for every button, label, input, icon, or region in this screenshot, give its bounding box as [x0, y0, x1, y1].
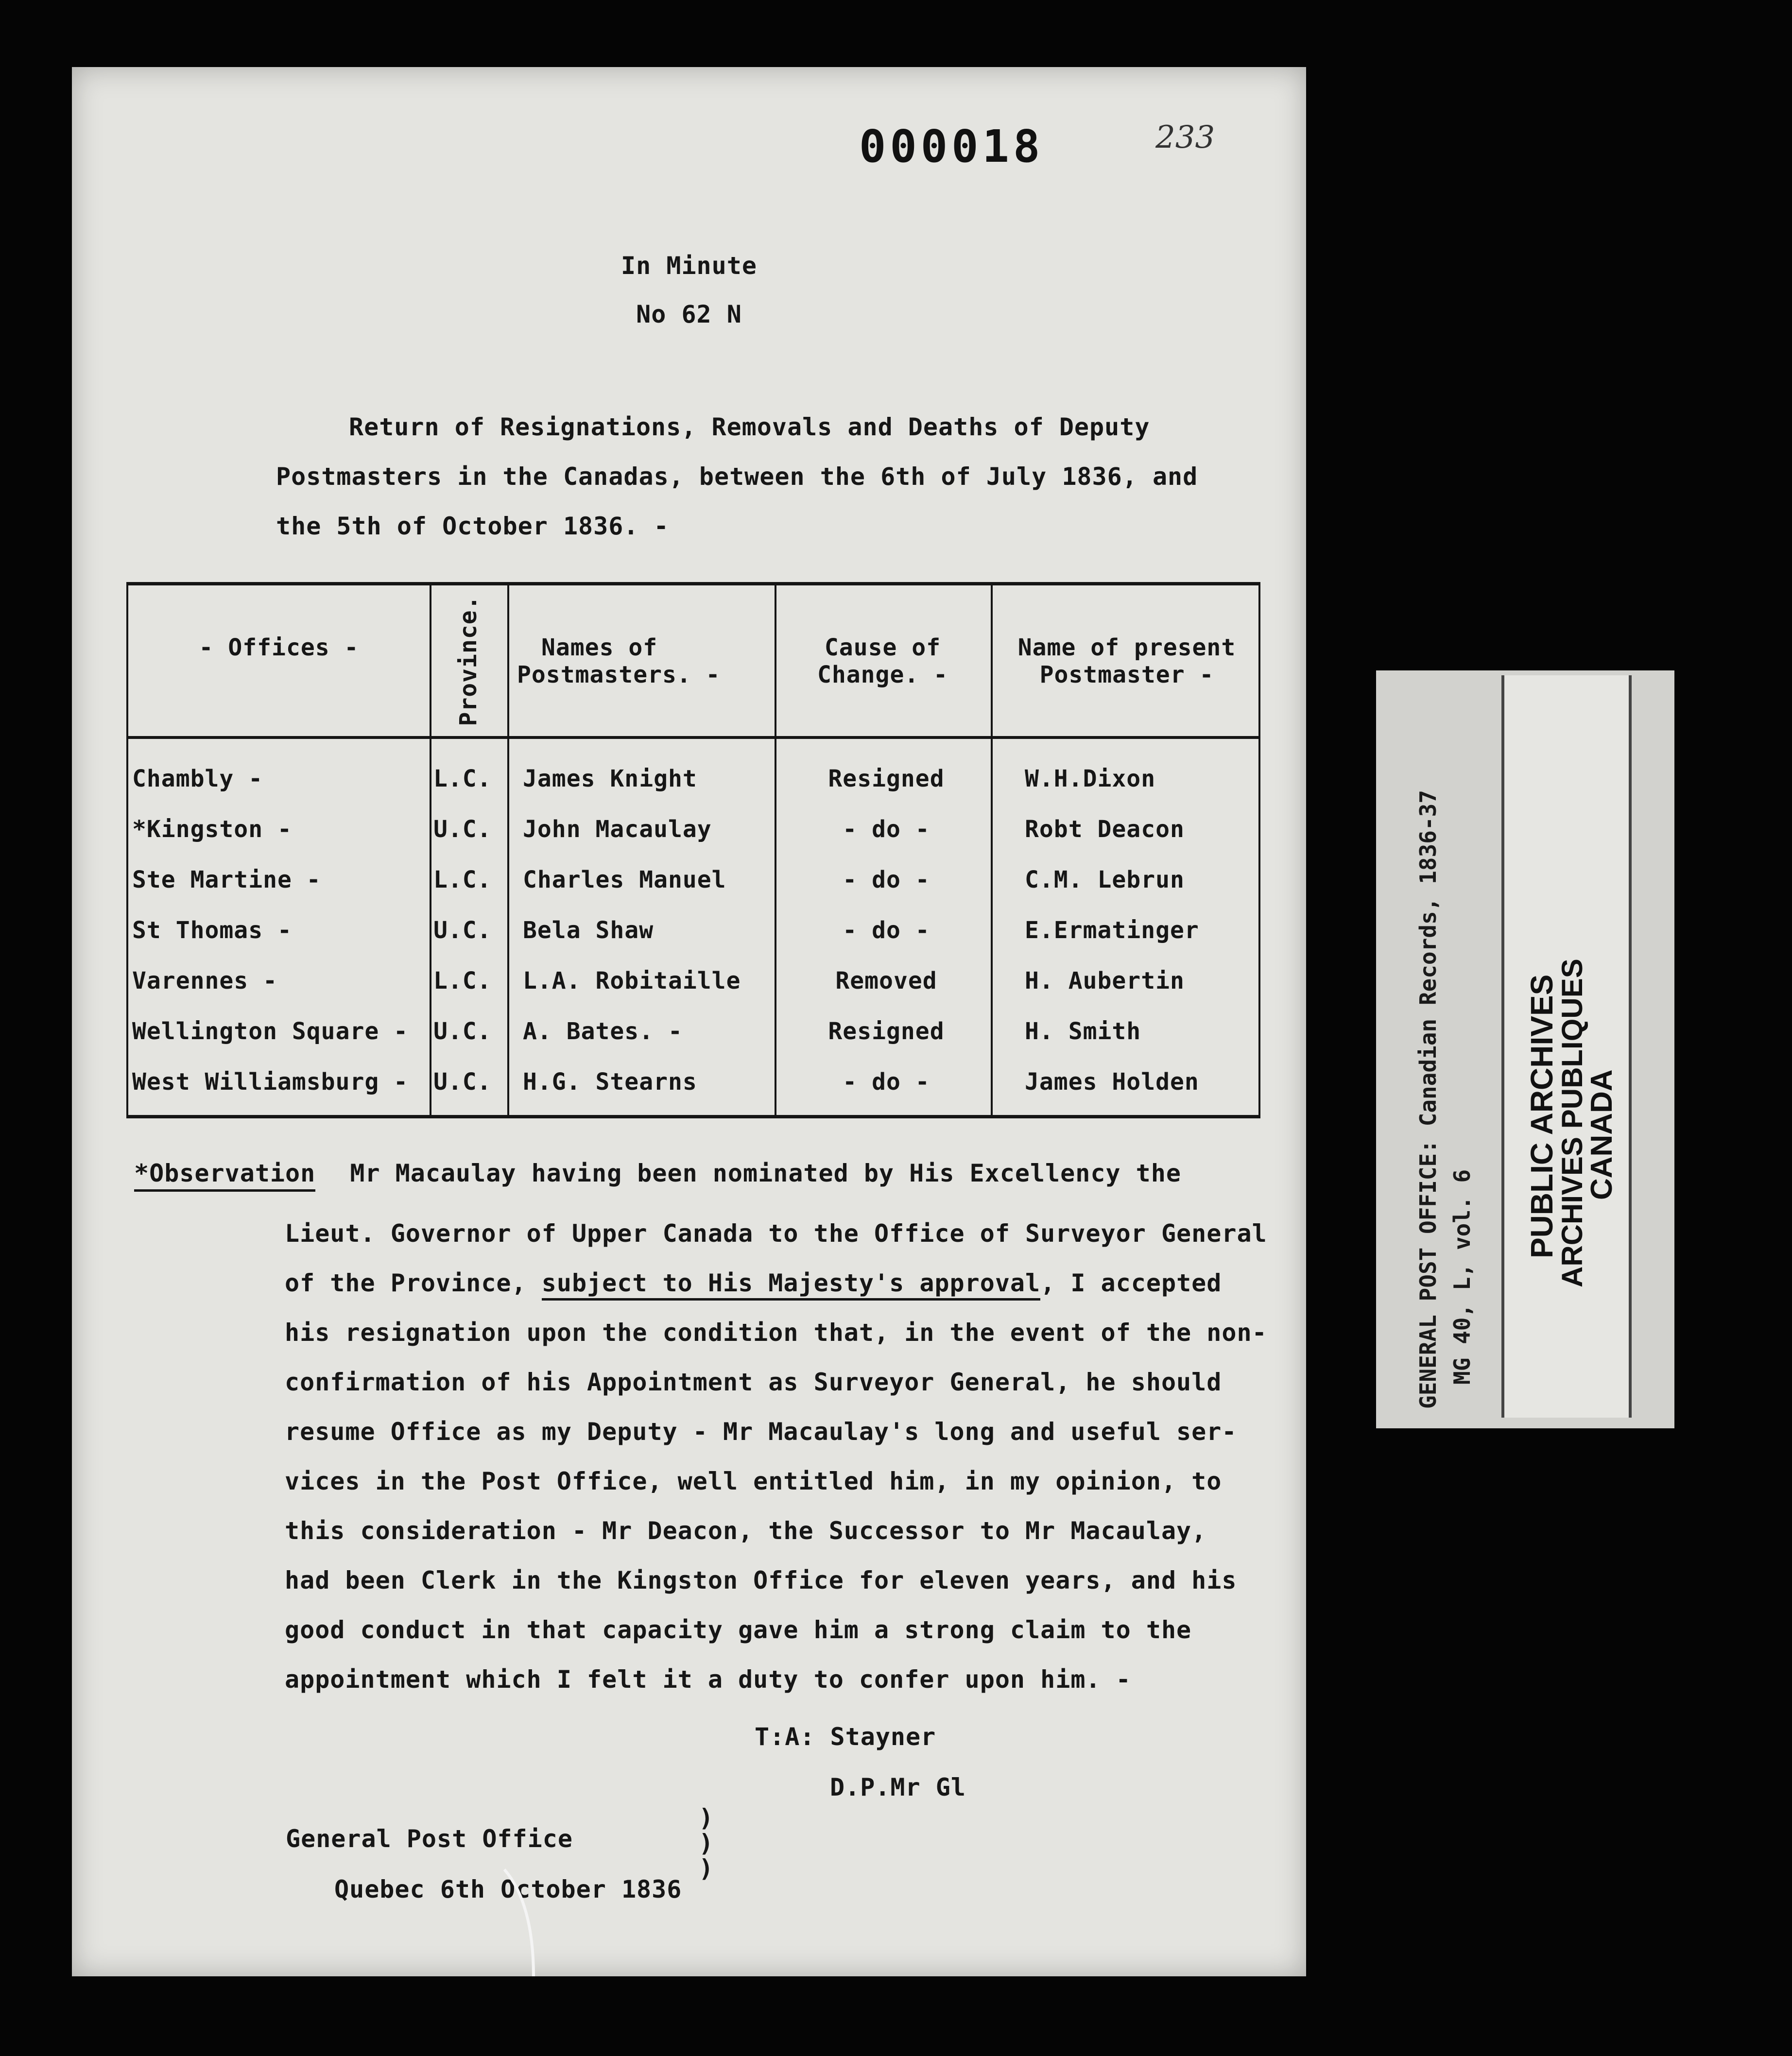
archive-label-volume: MG 40, L, vol. 6: [1449, 1169, 1475, 1385]
observation-body: Lieut. Governor of Upper Canada to the Office of Surveyor General of the Province, subject to His Majesty's approval, I accepted his resignation upon the condition that, in the event of the non- confirmation of his Appointment as Surveyor General, he should resume Office as my Deputy - Mr Macaulay's long and useful ser- vices in the Post Office, well entitled him, in my opinion, to this consideration - Mr Deacon, the Successor to Mr Macaulay, had been Clerk in the Kingston Office for eleven years, and his good conduct in that capacity gave him a strong claim to the appointment which I felt it a duty to confer upon him. -: [285, 1219, 1267, 1694]
intro-paragraph: [276, 402, 1296, 551]
archive-label-country: CANADA: [1585, 1069, 1619, 1200]
header-cause: Cause of Change. -: [817, 634, 948, 688]
table-row: Ste Martine - L.C. Charles Manuel - do - C.M. Lebrun: [132, 866, 1185, 893]
heading-minute: In Minute: [621, 252, 757, 280]
table-row: Varennes - L.C. L.A. Robitaille Removed H. Aubertin: [132, 967, 1185, 994]
folio-number: 233: [1155, 120, 1215, 155]
signature-date: Quebec 6th October 1836: [334, 1875, 682, 1903]
pen-stroke-mark: [500, 1865, 558, 1981]
signature-title: D.P.Mr Gl: [830, 1773, 966, 1801]
archive-label: [1376, 670, 1674, 1428]
underlined-phrase: subject to His Majesty's approval: [542, 1269, 1040, 1301]
brace-mark: ) ) ): [699, 1804, 714, 1883]
signature-place: General Post Office: [286, 1825, 573, 1853]
archive-label-series: GENERAL POST OFFICE: Canadian Records, 1836-37: [1415, 790, 1441, 1409]
intro-line: Return of Resignations, Removals and Deaths of Deputy: [349, 413, 1150, 441]
table-row: *Kingston - U.C. John Macaulay - do - Robt Deacon: [132, 816, 1185, 843]
table-row: West Williamsburg - U.C. H.G. Stearns - do - James Holden: [132, 1068, 1199, 1096]
returns-table: [126, 582, 1260, 1118]
archive-label-inner: [1501, 675, 1632, 1418]
table-row: St Thomas - U.C. Bela Shaw - do - E.Ermatinger: [132, 917, 1199, 944]
header-present: Name of present Postmaster -: [1017, 634, 1236, 688]
intro-line: the 5th of October 1836. -: [276, 512, 669, 540]
intro-line: Postmasters in the Canadas, between the 6th of July 1836, and: [276, 463, 1198, 491]
archive-label-fr: ARCHIVES PUBLIQUES: [1556, 959, 1588, 1287]
stamp-number: 000018: [859, 120, 1044, 172]
header-province: Province.: [455, 595, 482, 726]
header-divider: [128, 736, 1258, 739]
heading-number: No 62 N: [636, 300, 742, 328]
table-row: Chambly - L.C. James Knight Resigned W.H.Dixon: [132, 765, 1156, 792]
observation-heading: *Observation Mr Macaulay having been nominated by His Excellency the: [134, 1159, 1181, 1187]
document-sheet: [72, 67, 1306, 1976]
header-offices: - Offices -: [199, 634, 359, 661]
signature-name: T:A: Stayner: [755, 1723, 936, 1751]
archive-label-en: PUBLIC ARCHIVES: [1524, 974, 1559, 1258]
header-names: Names of Postmasters. -: [517, 634, 721, 688]
table-row: Wellington Square - U.C. A. Bates. - Resigned H. Smith: [132, 1018, 1141, 1045]
